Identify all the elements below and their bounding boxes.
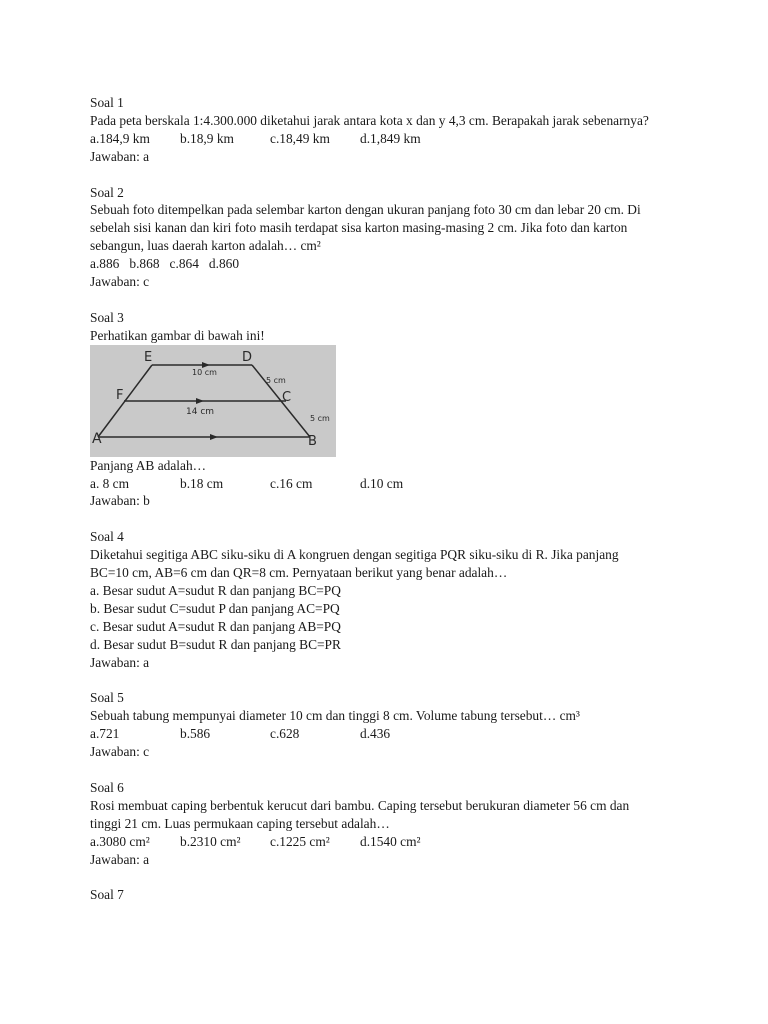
options [90, 255, 690, 273]
option-c: c.864 [169, 256, 199, 272]
options [90, 130, 690, 148]
answer: Jawaban: c [90, 274, 150, 290]
option-d: d.1540 cm² [360, 833, 421, 849]
option-d: d.10 cm [360, 475, 404, 491]
label-a: A [92, 430, 102, 447]
label-fc-length: 14 cm [186, 406, 215, 417]
question-7 [90, 886, 690, 904]
option-d: d.860 [208, 256, 240, 272]
label-ed-length: 10 cm [192, 367, 217, 377]
option-c: c. Besar sudut A=sudut R dan panjang AB=PQ [90, 618, 341, 634]
question-6 [90, 779, 690, 869]
question-text: Perhatikan gambar di bawah ini! [90, 327, 265, 343]
question-2 [90, 184, 690, 291]
answer: Jawaban: a [90, 148, 150, 164]
option-a: a.3080 cm² [90, 833, 150, 849]
question-text: Diketahui segitiga ABC siku-siku di A kongruen dengan segitiga PQR siku-siku di R. Jika panjang BC=10 cm, AB=6 cm dan QR=8 cm. Pernyataan berikut yang benar adalah… [90, 547, 619, 581]
option-b: b.18,9 km [180, 130, 234, 146]
question-1 [90, 94, 690, 166]
option-a: a.721 [90, 726, 120, 742]
option-c: c.18,49 km [270, 130, 330, 146]
option-d: d.436 [360, 726, 391, 742]
option-a: a.184,9 km [90, 130, 150, 146]
label-c: C [282, 389, 292, 405]
option-a: a. Besar sudut A=sudut R dan panjang BC=PQ [90, 582, 341, 598]
question-4 [90, 528, 690, 671]
question-5 [90, 689, 690, 761]
options [90, 475, 690, 493]
answer: Jawaban: c [90, 744, 150, 760]
option-d: d. Besar sudut B=sudut R dan panjang BC=PR [90, 636, 341, 652]
answer: Jawaban: a [90, 654, 150, 670]
option-b: b.868 [129, 256, 160, 272]
question-title: Soal 5 [90, 690, 124, 706]
document-page [90, 94, 690, 922]
question-text: Rosi membuat caping berbentuk kerucut dari bambu. Caping tersebut berukuran diameter 56 cm dan tinggi 21 cm. Luas permukaan caping tersebut adalah… [90, 797, 630, 831]
question-title: Soal 2 [90, 184, 124, 200]
option-a: a. 8 cm [90, 475, 130, 491]
question-text: Pada peta berskala 1:4.300.000 diketahui jarak antara kota x dan y 4,3 cm. Berapakah jarak sebenarnya? [90, 112, 649, 128]
question-3 [90, 309, 690, 511]
label-f: F [116, 387, 124, 403]
option-b: b. Besar sudut C=sudut P dan panjang AC=PQ [90, 600, 340, 616]
option-c: c.628 [270, 726, 300, 742]
option-b: b.18 cm [180, 475, 224, 491]
question-text: Sebuah tabung mempunyai diameter 10 cm dan tinggi 8 cm. Volume tabung tersebut… cm³ [90, 708, 580, 724]
answer: Jawaban: a [90, 851, 150, 867]
question-title: Soal 3 [90, 309, 124, 325]
question-title: Soal 7 [90, 887, 124, 903]
question-text: Sebuah foto ditempelkan pada selembar karton dengan ukuran panjang foto 30 cm dan lebar 20 cm. Di sebelah sisi kanan dan kiri foto masih terdapat sisa karton masing-masing 2 cm. Jika foto dan karton sebangun, luas daerah karton adalah… cm² [90, 202, 641, 254]
answer: Jawaban: b [90, 493, 150, 509]
option-c: c.16 cm [270, 475, 313, 491]
option-c: c.1225 cm² [270, 833, 330, 849]
option-a: a.886 [90, 256, 120, 272]
trapezoid-figure [90, 345, 336, 457]
option-b: b.2310 cm² [180, 833, 241, 849]
option-b: b.586 [180, 726, 211, 742]
options [90, 833, 690, 851]
label-dc-length: 5 cm [266, 375, 286, 385]
question-title: Soal 4 [90, 529, 124, 545]
question-prompt: Panjang AB adalah… [90, 457, 207, 473]
options [90, 725, 690, 743]
question-title: Soal 6 [90, 779, 124, 795]
label-cb-length: 5 cm [310, 413, 330, 423]
label-e: E [144, 349, 153, 365]
option-d: d.1,849 km [360, 130, 421, 146]
label-b: B [308, 433, 317, 449]
label-d: D [242, 349, 253, 365]
question-title: Soal 1 [90, 95, 124, 110]
